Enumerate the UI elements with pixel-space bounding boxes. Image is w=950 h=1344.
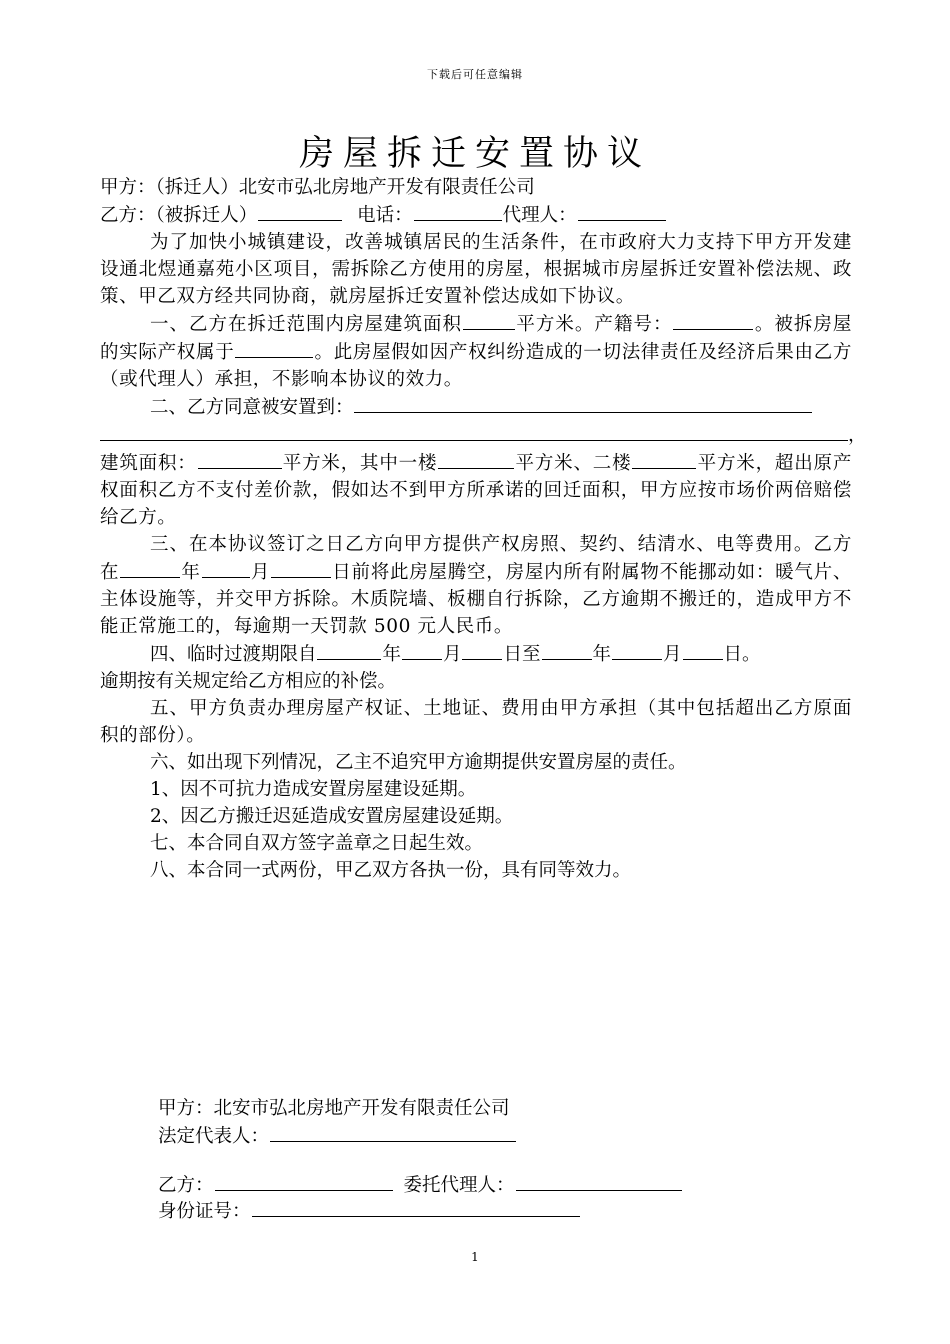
signature-id	[158, 1197, 838, 1225]
start-year-blank	[317, 640, 381, 660]
property-id-blank	[673, 310, 753, 330]
clause-4-year-1: 年	[382, 644, 401, 665]
first-floor-blank	[438, 449, 514, 469]
vacate-month-blank	[202, 558, 250, 578]
id-blank	[252, 1197, 580, 1217]
clause-2-text-f: 超出原产权面积乙方不支付差价款，假如达不到甲方所承诺的回迁面积，甲方应按市场价两倍赔偿给乙方。	[100, 453, 852, 528]
clause-2-body	[100, 449, 852, 531]
clause-4-first-line	[100, 640, 852, 668]
agreement-body	[100, 174, 867, 884]
start-month-blank	[402, 640, 442, 660]
clause-6-item-1: 1、因不可抗力造成安置房屋建设延期。	[149, 779, 477, 800]
party-b-name-blank	[258, 201, 342, 221]
clause-1-text-c: 。	[754, 314, 775, 335]
clause-2-text-c: 平方米，其中一楼	[282, 453, 438, 474]
party-b-sign-blank	[215, 1171, 393, 1191]
clause-2-first-line	[100, 393, 852, 421]
clause-1	[100, 310, 852, 393]
clause-6: 六、如出现下列情况，乙主不追究甲方逾期提供安置房屋的责任。	[149, 752, 687, 773]
end-day-blank	[683, 640, 723, 660]
end-year-blank	[542, 640, 592, 660]
second-floor-blank	[632, 449, 696, 469]
vacate-day-blank	[271, 558, 331, 578]
clause-2-text-d: 平方米、二楼	[515, 453, 632, 474]
party-a-line: 甲方：（拆迁人）北安市弘北房地产开发有限责任公司	[100, 177, 535, 198]
clause-4-month-2: 月	[663, 644, 682, 665]
clause-1-text-e: 。此房屋假如因产权纠纷造成的一切法律责任及经济后果由乙方（或代理人）承担，不影响本协议的效力。	[100, 342, 852, 390]
clause-4-year-2: 年	[592, 644, 612, 665]
clause-2-text-e: 平方米，	[697, 453, 775, 474]
end-month-blank	[612, 640, 662, 660]
page-number: 1	[471, 1250, 479, 1264]
party-b-sign-label: 乙方：	[158, 1175, 214, 1196]
header-note: 下载后可任意编辑	[427, 68, 523, 81]
start-day-blank	[462, 640, 502, 660]
clause-8: 八、本合同一式两份，甲乙双方各执一份，具有同等效力。	[149, 860, 631, 881]
clause-2-text-b: 建筑面积：	[100, 453, 197, 474]
clause-2-second-line	[100, 421, 867, 449]
clause-6-item-2: 2、因乙方搬迁迟延造成安置房屋建设延期。	[149, 806, 514, 827]
signature-legal-rep	[158, 1122, 838, 1150]
id-label: 身份证号：	[158, 1201, 251, 1222]
clause-7: 七、本合同自双方签字盖章之日起生效。	[149, 833, 483, 854]
intro-paragraph: 为了加快小城镇建设，改善城镇居民的生活条件，在市政府大力支持下甲方开发建设通北煜通嘉苑小区项目，需拆除乙方使用的房屋，根据城市房屋拆迁安置补偿法规、政策、甲乙双方经共同协商，就房屋拆迁安置补偿达成如下协议。	[100, 232, 852, 307]
clause-4-until: 日至	[503, 644, 541, 665]
clause-3-year: 年	[181, 562, 201, 583]
signature-party-b	[158, 1171, 838, 1199]
agent-label: 代理人：	[502, 205, 577, 226]
area-blank	[463, 310, 515, 330]
party-b-line	[100, 201, 852, 229]
clause-3-text-a: 三、在本协议签订之日乙方向甲方提供产权房照、契约、结清水、电等费用。乙方在	[100, 534, 852, 583]
relocation-address-blank	[354, 393, 812, 413]
clause-4-day: 日。	[723, 644, 761, 665]
phone-blank	[414, 201, 502, 221]
clause-1-text-d: 被拆房屋的实际产权属于	[100, 314, 853, 363]
clause-2-text-a: 二、乙方同意被安置到：	[149, 397, 354, 418]
legal-rep-blank	[270, 1122, 516, 1142]
legal-rep-label: 法定代表人：	[158, 1126, 270, 1147]
clause-5: 五、甲方负责办理房屋产权证、土地证、费用由甲方承担（其中包括超出乙方原面积的部份）。	[100, 698, 852, 746]
clause-3-text-b: 日前将此房屋腾空，房屋内所有附属物不能挪动如：暖气片、主体设施等，并交甲方拆除。木质院墙、板棚自行拆除，乙方逾期不搬迁的，造成甲方不能正常施工的，每逾期一天罚款 500 元人民币。	[100, 562, 853, 637]
signature-party-a: 甲方：北安市弘北房地产开发有限责任公司	[158, 1098, 510, 1119]
clause-2-comma: ，	[848, 425, 867, 446]
clause-1-text-a: 一、乙方在拆迁范围内房屋建筑面积	[149, 314, 463, 335]
clause-4-second-line: 逾期按有关规定给乙方相应的补偿。	[100, 671, 397, 692]
building-area-blank	[198, 449, 282, 469]
clause-4-month-1: 月	[442, 644, 462, 665]
clause-3	[100, 531, 852, 640]
agent-blank	[578, 201, 666, 221]
party-b-label: 乙方：（被拆迁人）	[100, 205, 258, 226]
clause-4-text-a: 四、临时过渡期限自	[149, 644, 317, 665]
clause-1-text-b: 平方米。产籍号：	[516, 314, 673, 335]
document-title: 房屋拆迁安置协议	[298, 134, 651, 174]
phone-label: 电话：	[357, 205, 413, 226]
relocation-address-blank-2	[100, 421, 848, 441]
clause-3-month: 月	[250, 562, 271, 583]
vacate-year-blank	[120, 558, 180, 578]
sign-agent-blank	[516, 1171, 682, 1191]
sign-agent-label: 委托代理人：	[403, 1175, 515, 1196]
owner-blank	[235, 338, 313, 358]
